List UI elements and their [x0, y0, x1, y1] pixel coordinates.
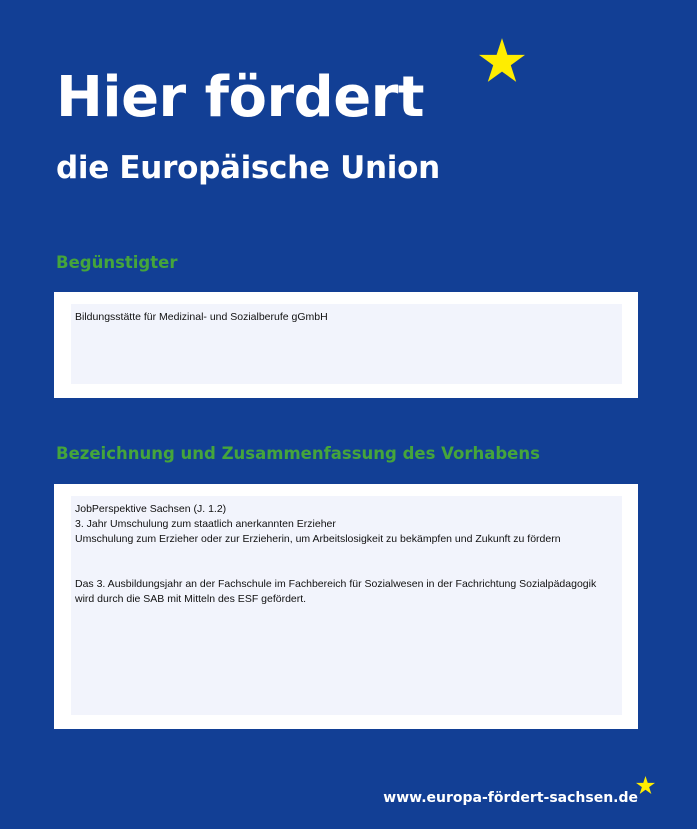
- footer-website-link[interactable]: www.europa-fördert-sachsen.de: [383, 790, 638, 806]
- page-subtitle: die Europäische Union: [56, 150, 440, 186]
- project-description-box: [54, 484, 638, 729]
- project-funding-line-2: wird durch die SAB mit Mitteln des ESF gefördert.: [75, 593, 307, 605]
- star-icon: [479, 38, 525, 82]
- beneficiary-name: Bildungsstätte für Medizinal- und Sozialberufe gGmbH: [75, 311, 328, 323]
- beneficiary-label: Begünstigter: [56, 253, 178, 272]
- project-funding-line-1: Das 3. Ausbildungsjahr an der Fachschule im Fachbereich für Sozialwesen in der Fachrichtung Sozialpädagogik: [75, 578, 597, 590]
- project-subtitle-line: 3. Jahr Umschulung zum staatlich anerkannten Erzieher: [75, 518, 336, 530]
- project-description-label: Bezeichnung und Zusammenfassung des Vorhabens: [56, 444, 540, 463]
- paragraph-spacer: [75, 547, 618, 577]
- star-icon: [636, 776, 655, 794]
- project-title-line: JobPerspektive Sachsen (J. 1.2): [75, 503, 227, 515]
- project-summary-line: Umschulung zum Erzieher oder zur Erzieherin, um Arbeitslosigkeit zu bekämpfen und Zukunft zu fördern: [75, 533, 561, 545]
- page-title: Hier fördert: [56, 65, 425, 130]
- beneficiary-field: [71, 304, 622, 384]
- beneficiary-box: [54, 292, 638, 398]
- project-description-field: [71, 496, 622, 715]
